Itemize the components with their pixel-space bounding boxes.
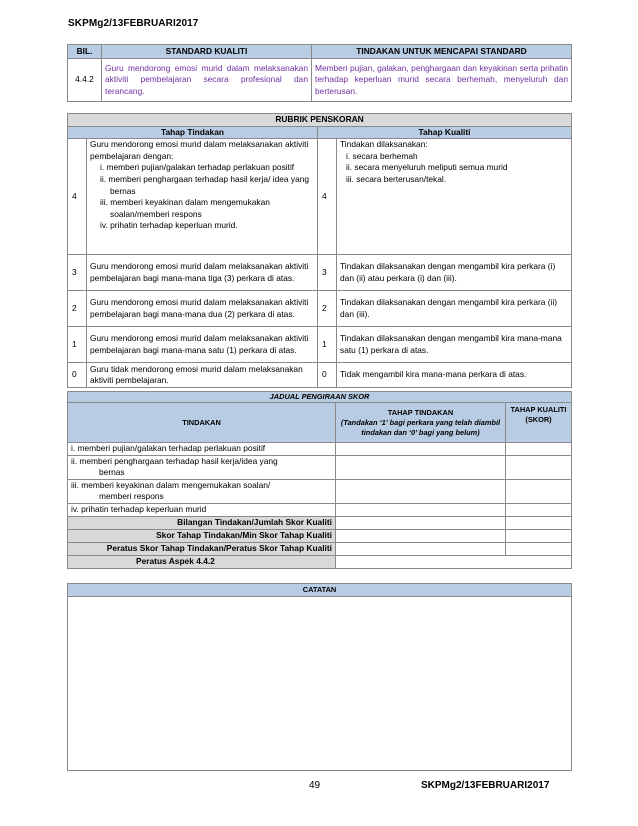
- col-tindakan: TINDAKAN: [68, 403, 336, 443]
- row4-k-item: iii. secara berterusan/tekal.: [346, 173, 447, 184]
- standard-table: [67, 44, 572, 102]
- catatan-notes-area[interactable]: [68, 597, 572, 771]
- kscore-4: 4: [318, 139, 337, 255]
- row1-text: Guru mendorong emosi murid dalam melaksanakan aktiviti pembelajaran bagi mana-mana satu (1) perkara di atas.: [87, 327, 318, 363]
- sum-peratus-aspek-value[interactable]: [336, 555, 572, 568]
- col-tindakan-header: TINDAKAN UNTUK MENCAPAI STANDARD: [312, 45, 572, 59]
- row4-k-item: ii. secara menyeluruh meliputi semua murid: [346, 162, 508, 173]
- row4-item: i. memberi pujian/galakan terhadap perlakuan positif: [100, 162, 295, 173]
- jadual-item-i: i. memberi pujian/galakan terhadap perlakuan positif: [68, 443, 336, 456]
- jadual-table: [67, 391, 572, 569]
- row0-text: Guru tidak mendorong emosi murid dalam melaksanakan aktiviti pembelajaran.: [87, 363, 318, 388]
- jadual-item-iii: iii. memberi keyakinan dalam mengemukakan soalan/: [71, 479, 271, 490]
- sum-peratus-aspek: Peratus Aspek 4.4.2: [68, 555, 336, 568]
- sum-bilangan: Bilangan Tindakan/Jumlah Skor Kualiti: [68, 516, 336, 529]
- score-0: 0: [68, 363, 87, 388]
- jadual-item-iii-cont: memberi respons: [99, 491, 164, 502]
- row4-k-intro: Tindakan dilaksanakan:: [340, 139, 428, 150]
- kscore-1: 1: [318, 327, 337, 363]
- tahap-kualiti-input-i[interactable]: [506, 443, 572, 456]
- row3-k-text: Tindakan dilaksanakan dengan mengambil kira perkara (i) dan (ii) atau perkara (i) dan (iii).: [337, 255, 572, 291]
- score-1: 1: [68, 327, 87, 363]
- row4-intro: Guru mendorong emosi murid dalam melaksanakan aktiviti pembelajaran dengan:: [90, 139, 309, 161]
- col-tahap-tindakan-note: (Tandakan ‘1’ bagi perkara yang telah diambil tindakan dan ‘0’ bagi yang belum): [340, 417, 501, 437]
- score-4: 4: [68, 139, 87, 255]
- row4-item: iv. prihatin terhadap keperluan murid.: [100, 220, 238, 231]
- tahap-tindakan-input-iii[interactable]: [336, 479, 506, 503]
- row1-k-text: Tindakan dilaksanakan dengan mengambil kira mana-mana satu (1) perkara di atas.: [337, 327, 572, 363]
- sum-peratus: Peratus Skor Tahap Tindakan/Peratus Skor Tahap Kualiti: [68, 542, 336, 555]
- tahap-tindakan-input-i[interactable]: [336, 443, 506, 456]
- kscore-2: 2: [318, 291, 337, 327]
- row4-item: iii. memberi keyakinan dalam mengemukakan soalan/memberi respons: [100, 197, 270, 219]
- row4-k-item: i. secara berhemah: [346, 150, 418, 161]
- bil-value: 4.4.2: [68, 59, 102, 102]
- col-bil-header: BIL.: [68, 45, 102, 59]
- sum-skor-tindakan[interactable]: [336, 529, 506, 542]
- sum-skor-kualiti[interactable]: [506, 529, 572, 542]
- score-3: 3: [68, 255, 87, 291]
- sum-bilangan-kualiti[interactable]: [506, 516, 572, 529]
- sum-skor: Skor Tahap Tindakan/Min Skor Tahap Kualiti: [68, 529, 336, 542]
- score-2: 2: [68, 291, 87, 327]
- sum-peratus-tindakan[interactable]: [336, 542, 506, 555]
- kscore-3: 3: [318, 255, 337, 291]
- jadual-item-ii-cont: bernas: [99, 467, 125, 478]
- col-tahap-tindakan: Tahap Tindakan: [68, 126, 318, 139]
- sum-peratus-kualiti[interactable]: [506, 542, 572, 555]
- tahap-kualiti-input-ii[interactable]: [506, 455, 572, 479]
- rubrik-title: RUBRIK PENSKORAN: [68, 114, 572, 127]
- sum-bilangan-tindakan[interactable]: [336, 516, 506, 529]
- row3-text: Guru mendorong emosi murid dalam melaksanakan aktiviti pembelajaran bagi mana-mana tiga (3) perkara di atas.: [87, 255, 318, 291]
- tahap-kualiti-input-iii[interactable]: [506, 479, 572, 503]
- standard-text: Guru mendorong emosi murid dalam melaksanakan aktiviti pembelajaran secara profesional dan terancang.: [102, 59, 312, 102]
- row0-k-text: Tidak mengambil kira mana-mana perkara di atas.: [337, 363, 572, 388]
- col-standard-header: STANDARD KUALITI: [102, 45, 312, 59]
- header-code: SKPMg2/13FEBRUARI2017: [68, 18, 199, 29]
- jadual-item-ii: ii. memberi penghargaan terhadap hasil kerja/idea yang: [71, 455, 278, 466]
- rubrik-table: [67, 113, 572, 388]
- catatan-table: [67, 583, 572, 771]
- tindakan-text: Memberi pujian, galakan, penghargaan dan keyakinan serta prihatin terhadap keperluan murid secara berhemah, menyeluruh dan berterusan.: [312, 59, 572, 102]
- kscore-0: 0: [318, 363, 337, 388]
- row2-text: Guru mendorong emosi murid dalam melaksanakan aktiviti pembelajaran bagi mana-mana dua (2) perkara di atas.: [87, 291, 318, 327]
- col-tahap-kualiti: Tahap Kualiti: [318, 126, 572, 139]
- tahap-tindakan-input-ii[interactable]: [336, 455, 506, 479]
- row2-k-text: Tindakan dilaksanakan dengan mengambil kira perkara (ii) dan (iii).: [337, 291, 572, 327]
- row4-item: ii. memberi penghargaan terhadap hasil kerja/ idea yang bernas: [100, 173, 310, 196]
- col-tahap-kualiti: TAHAP KUALITI (SKOR): [506, 403, 572, 443]
- page-number: 49: [309, 780, 321, 791]
- tahap-tindakan-input-iv[interactable]: [336, 503, 506, 516]
- jadual-title: JADUAL PENGIRAAN SKOR: [68, 392, 572, 403]
- footer-code: SKPMg2/13FEBRUARI2017: [421, 780, 550, 791]
- col-tahap-tindakan: TAHAP TINDAKAN: [387, 407, 454, 417]
- catatan-title: CATATAN: [68, 584, 572, 597]
- jadual-item-iv: iv. prihatin terhadap keperluan murid: [68, 503, 336, 516]
- tahap-kualiti-input-iv[interactable]: [506, 503, 572, 516]
